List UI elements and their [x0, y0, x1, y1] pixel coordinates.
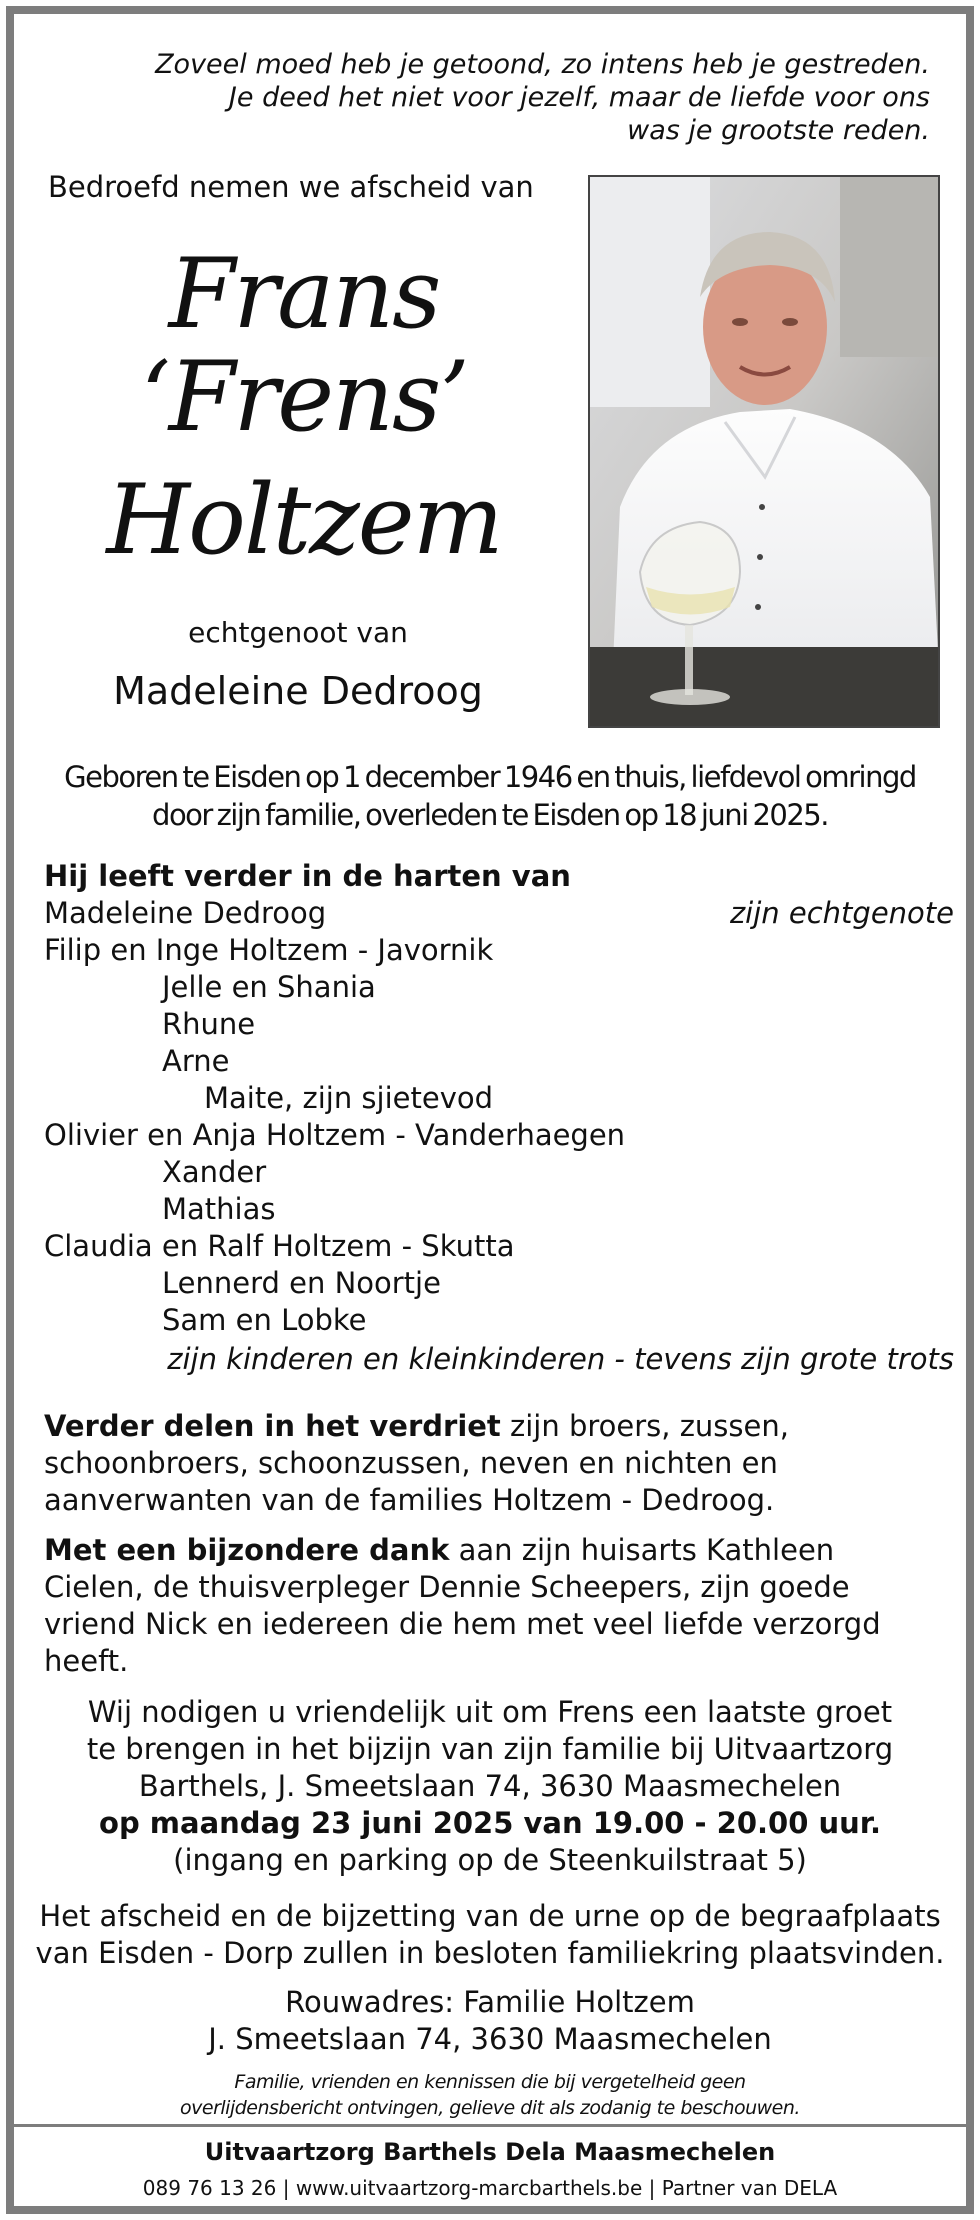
notice-content [14, 14, 966, 2206]
grief-lead: Verder delen in het verdriet [44, 1409, 501, 1443]
quote-line-2: Je deed het niet voor jezelf, maar de liefde voor ons [228, 82, 930, 113]
list-item: Lennerd en Noortje [162, 1266, 441, 1300]
notice-frame [6, 6, 974, 2214]
list-item: Olivier en Anja Holtzem - Vanderhaegen [44, 1118, 626, 1152]
invite-parking: (ingang en parking op de Steenkuilstraat 5) [173, 1843, 807, 1877]
list-item: Arne [162, 1044, 230, 1078]
list-item: Sam en Lobke [162, 1303, 367, 1337]
notice-line-2: overlijdensbericht ontvingen, gelieve dit als zodanig te beschouwen. [180, 2097, 800, 2119]
thanks-lead: Met een bijzondere dank [44, 1533, 450, 1567]
family-spouse-name: Madeleine Dedroog [44, 896, 327, 930]
list-item: Mathias [162, 1192, 276, 1226]
birth-line-2: door zijn familie, overleden te Eisden op 18 juni 2025. [152, 798, 828, 832]
footer-divider [14, 2124, 966, 2127]
family-spouse-role: zijn echtgenote [729, 896, 954, 930]
address-line-2: J. Smeetslaan 74, 3630 Maasmechelen [208, 2022, 772, 2056]
intro-text: Bedroefd nemen we afscheid van [48, 170, 534, 204]
ceremony-info [34, 1898, 946, 1972]
quote-line-1: Zoveel moed heb je getoond, zo intens heb je gestreden. [155, 49, 930, 80]
spouse-name: Madeleine Dedroog [113, 669, 483, 713]
birth-line-1: Geboren te Eisden op 1 december 1946 en thuis, liefdevol omringd [64, 760, 916, 794]
thanks-text: aan zijn huisarts Kathleen Cielen, de thuisverpleger Dennie Scheepers, zijn goede vriend Nick en iedereen die hem met veel liefde verzorgd heeft. [44, 1533, 881, 1678]
birth-death-info [44, 758, 936, 834]
invite-line-2: te brengen in het bijzijn van zijn familie bij Uitvaartzorg [86, 1732, 894, 1766]
family-heading: Hij leeft verder in de harten van [44, 859, 571, 893]
list-item: Claudia en Ralf Holtzem - Skutta [44, 1229, 515, 1263]
footer-title: Uitvaartzorg Barthels Dela Maasmechelen [204, 2138, 776, 2166]
portrait-illustration [590, 177, 940, 728]
spouse-label: echtgenoot van [188, 616, 408, 649]
ceremony-line-1: Het afscheid en de bijzetting van de urne op de begraafplaats [39, 1899, 941, 1933]
ceremony-line-2: van Eisden - Dorp zullen in besloten familiekring plaatsvinden. [35, 1936, 945, 1970]
list-item: Xander [162, 1155, 267, 1189]
list-item: Jelle en Shania [162, 970, 376, 1004]
family-closing: zijn kinderen en kleinkinderen - tevens zijn grote trots [167, 1342, 954, 1376]
deceased-nickname: ‘Frens’ [140, 341, 468, 453]
family-list [44, 858, 954, 1378]
list-item: Rhune [162, 1007, 256, 1041]
invitation [34, 1694, 946, 1879]
portrait-photo [588, 175, 940, 728]
grief-paragraph [44, 1408, 930, 1519]
footer-contact: 089 76 13 26 | www.uitvaartzorg-marcbarthels.be | Partner van DELA [142, 2176, 838, 2200]
invite-line-3: Barthels, J. Smeetslaan 74, 3630 Maasmechelen [138, 1769, 842, 1803]
thanks-paragraph [44, 1532, 930, 1680]
mourning-address [34, 1984, 946, 2058]
quote-line-3: was je grootste reden. [627, 115, 930, 146]
address-line-1: Rouwadres: Familie Holtzem [285, 1985, 695, 2019]
invite-line-1: Wij nodigen u vriendelijk uit om Frens een laatste groet [87, 1695, 893, 1729]
notice-line-1: Familie, vrienden en kennissen die bij vergetelheid geen [234, 2071, 746, 2093]
notice-disclaimer [34, 2069, 946, 2121]
list-item: Maite, zijn sjietevod [204, 1081, 494, 1115]
opening-quote [110, 48, 930, 147]
grief-text: zijn broers, zussen, schoonbroers, schoonzussen, neven en nichten en aanverwanten van de families Holtzem - Dedroog. [44, 1409, 789, 1517]
invite-time: op maandag 23 juni 2025 van 19.00 - 20.00 uur. [99, 1806, 881, 1840]
list-item: Filip en Inge Holtzem - Javornik [44, 933, 494, 967]
family-spouse-row [44, 895, 954, 932]
deceased-last-name: Holtzem [106, 464, 502, 576]
deceased-first-name: Frans [168, 238, 440, 350]
